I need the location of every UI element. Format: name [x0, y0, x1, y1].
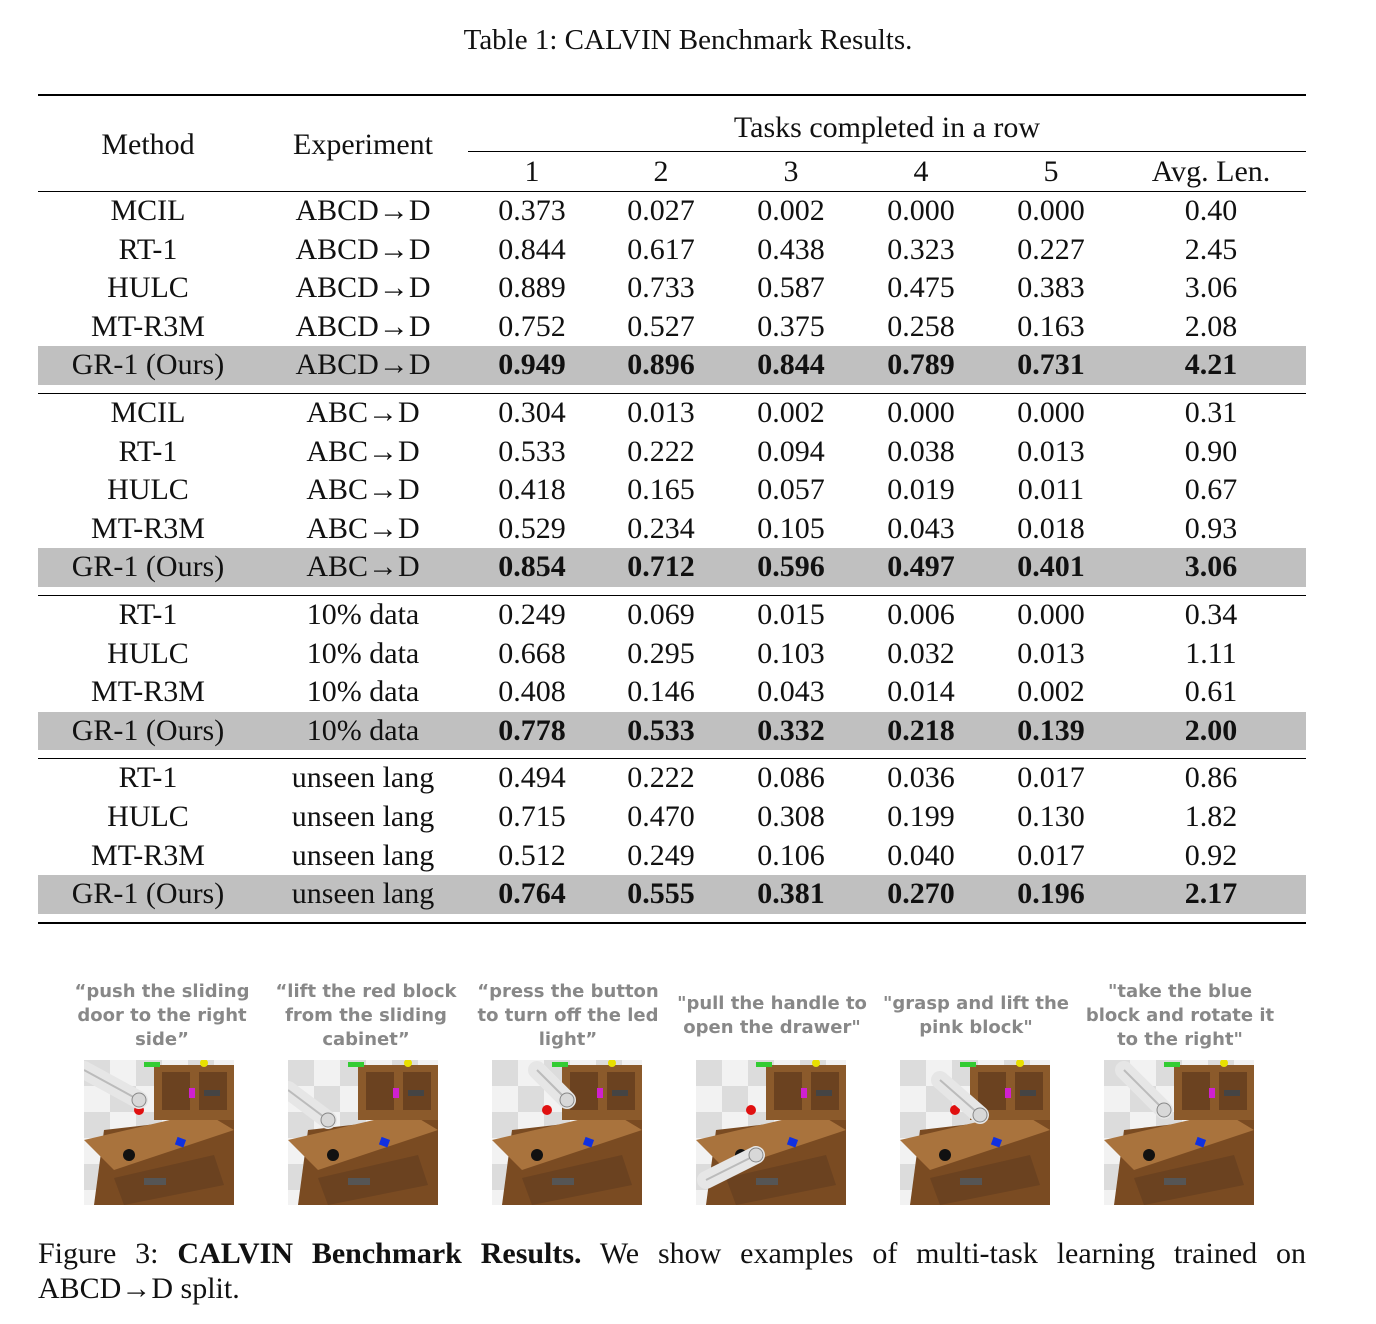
value-cell: 0.019 [887, 473, 955, 507]
header-method: Method [101, 127, 195, 161]
experiment-cell: unseen lang [258, 875, 468, 914]
header-col-5: 5 [1043, 154, 1059, 188]
example-instruction: "take the blue block and rotate it to the right" [1085, 981, 1275, 1050]
value-cell: 0.014 [887, 675, 955, 709]
value-cell: 0.668 [498, 636, 566, 670]
header-experiment: Experiment [293, 127, 433, 161]
figure-examples [0, 978, 1376, 1218]
header-col-1: 1 [524, 154, 540, 188]
value-cell: 0.712 [596, 548, 726, 587]
example-instruction: "grasp and lift the pink block" [883, 993, 1069, 1038]
table-row [38, 635, 1306, 674]
value-cell: 0.000 [887, 194, 955, 227]
value-cell: 0.295 [627, 636, 695, 670]
value-cell: 0.002 [1017, 675, 1085, 709]
value-cell: 0.764 [468, 875, 596, 914]
example-scene-image [1104, 1060, 1254, 1205]
example-lift-red-block [266, 978, 466, 1054]
example-push-sliding-door [62, 978, 262, 1054]
experiment-cell: 10% data [306, 597, 420, 631]
value-cell: 0.139 [986, 712, 1116, 751]
value-cell: 2.00 [1116, 712, 1306, 751]
experiment-cell: ABC→D [306, 473, 420, 507]
method-cell: MT-R3M [91, 838, 205, 872]
value-cell: 0.011 [1017, 473, 1085, 507]
value-cell: 0.027 [627, 194, 695, 227]
value-cell: 1.11 [1185, 636, 1237, 670]
value-cell: 0.854 [468, 548, 596, 587]
header-col-4: 4 [913, 154, 929, 188]
experiment-cell: ABCD→D [295, 309, 431, 343]
table-row [38, 394, 1306, 433]
value-cell: 0.017 [1017, 761, 1085, 795]
method-cell: MT-R3M [91, 675, 205, 709]
method-cell: RT-1 [118, 434, 178, 468]
value-cell: 0.494 [498, 761, 566, 795]
results-table [38, 94, 1306, 924]
example-open-drawer [672, 978, 872, 1054]
value-cell: 0.733 [627, 271, 695, 305]
value-cell: 0.383 [1017, 271, 1085, 305]
example-scene-image [900, 1060, 1050, 1205]
value-cell: 0.896 [596, 346, 726, 385]
value-cell: 0.418 [498, 473, 566, 507]
example-scene-image [696, 1060, 846, 1205]
table-row [38, 712, 1306, 751]
value-cell: 0.165 [627, 473, 695, 507]
scene-image [900, 1060, 1050, 1205]
experiment-cell: unseen lang [291, 761, 435, 795]
value-cell: 0.40 [1184, 194, 1238, 227]
table-row [38, 548, 1306, 587]
value-cell: 0.752 [498, 309, 566, 343]
value-cell: 0.006 [887, 597, 955, 631]
method-cell: RT-1 [118, 597, 178, 631]
method-cell: GR-1 (Ours) [38, 875, 258, 914]
value-cell: 0.234 [627, 511, 695, 545]
value-cell: 0.93 [1184, 511, 1238, 545]
value-cell: 0.304 [498, 395, 566, 429]
figure-caption-body: We show examples of multi-task learning trained on ABCD→D split. [38, 1237, 1307, 1305]
value-cell: 0.438 [757, 232, 825, 266]
value-cell: 2.45 [1184, 232, 1238, 266]
experiment-cell: unseen lang [291, 838, 435, 872]
value-cell: 0.401 [986, 548, 1116, 587]
value-cell: 0.000 [887, 395, 955, 429]
value-cell: 0.000 [1017, 194, 1085, 227]
value-cell: 0.844 [498, 232, 566, 266]
value-cell: 0.533 [596, 712, 726, 751]
scene-image [1104, 1060, 1254, 1205]
value-cell: 0.036 [887, 761, 955, 795]
value-cell: 2.17 [1116, 875, 1306, 914]
header-col-2: 2 [653, 154, 669, 188]
value-cell: 3.06 [1116, 548, 1306, 587]
value-cell: 2.08 [1184, 309, 1238, 343]
experiment-cell: ABC→D [306, 434, 420, 468]
value-cell: 0.057 [757, 473, 825, 507]
table-row [38, 471, 1306, 510]
value-cell: 0.222 [627, 434, 695, 468]
value-cell: 0.715 [498, 799, 566, 833]
value-cell: 0.069 [627, 597, 695, 631]
value-cell: 0.512 [498, 838, 566, 872]
value-cell: 0.529 [498, 511, 566, 545]
value-cell: 0.475 [887, 271, 955, 305]
value-cell: 0.587 [757, 271, 825, 305]
value-cell: 0.778 [468, 712, 596, 751]
table-row [38, 837, 1306, 876]
example-instruction: “lift the red block from the sliding cabinet” [275, 981, 457, 1050]
value-cell: 0.105 [757, 511, 825, 545]
figure-caption-label: Figure 3: [38, 1237, 159, 1270]
value-cell: 0.249 [627, 838, 695, 872]
example-instruction: "pull the handle to open the drawer" [677, 993, 867, 1038]
value-cell: 0.92 [1184, 838, 1238, 872]
value-cell: 0.094 [757, 434, 825, 468]
value-cell: 0.106 [757, 838, 825, 872]
table-row [38, 759, 1306, 798]
value-cell: 3.06 [1184, 271, 1238, 305]
scene-image [288, 1060, 438, 1205]
value-cell: 0.043 [887, 511, 955, 545]
table-row [38, 673, 1306, 712]
method-cell: HULC [107, 636, 189, 670]
value-cell: 0.533 [498, 434, 566, 468]
value-cell: 0.90 [1184, 434, 1238, 468]
method-cell: GR-1 (Ours) [38, 712, 258, 751]
value-cell: 0.308 [757, 799, 825, 833]
experiment-cell: ABC→D [306, 395, 420, 429]
value-cell: 0.889 [498, 271, 566, 305]
experiment-cell: 10% data [306, 636, 420, 670]
value-cell: 0.002 [757, 194, 825, 227]
value-cell: 0.000 [1017, 597, 1085, 631]
value-cell: 0.015 [757, 597, 825, 631]
example-rotate-blue-block [1080, 978, 1280, 1054]
table-row [38, 433, 1306, 472]
method-cell: GR-1 (Ours) [38, 548, 258, 587]
value-cell: 0.270 [856, 875, 986, 914]
value-cell: 0.199 [887, 799, 955, 833]
value-cell: 0.31 [1184, 395, 1238, 429]
example-scene-image [288, 1060, 438, 1205]
value-cell: 0.731 [986, 346, 1116, 385]
scene-image [84, 1060, 234, 1205]
example-scene-image [492, 1060, 642, 1205]
value-cell: 0.373 [498, 194, 566, 227]
method-cell: RT-1 [118, 232, 178, 266]
table-bottom-rule [38, 923, 1306, 924]
method-cell: MCIL [110, 194, 186, 227]
value-cell: 0.043 [757, 675, 825, 709]
value-cell: 0.038 [887, 434, 955, 468]
example-press-button [468, 978, 668, 1054]
value-cell: 0.013 [627, 395, 695, 429]
experiment-cell: unseen lang [291, 799, 435, 833]
example-lift-pink-block [876, 978, 1076, 1054]
value-cell: 0.949 [468, 346, 596, 385]
value-cell: 0.332 [726, 712, 856, 751]
table-row [38, 192, 1306, 231]
table-row [38, 231, 1306, 270]
value-cell: 0.34 [1184, 597, 1238, 631]
table-caption: Table 1: CALVIN Benchmark Results. [463, 24, 913, 56]
table-row [38, 798, 1306, 837]
header-col-3: 3 [783, 154, 799, 188]
value-cell: 0.002 [757, 395, 825, 429]
value-cell: 0.381 [726, 875, 856, 914]
value-cell: 0.67 [1184, 473, 1238, 507]
experiment-cell: 10% data [306, 675, 420, 709]
value-cell: 0.249 [498, 597, 566, 631]
scene-image [696, 1060, 846, 1205]
value-cell: 0.555 [596, 875, 726, 914]
method-cell: HULC [107, 473, 189, 507]
value-cell: 0.130 [1017, 799, 1085, 833]
value-cell: 0.040 [887, 838, 955, 872]
value-cell: 0.103 [757, 636, 825, 670]
experiment-cell: ABCD→D [295, 194, 431, 227]
table-row [38, 596, 1306, 635]
value-cell: 0.032 [887, 636, 955, 670]
value-cell: 0.017 [1017, 838, 1085, 872]
value-cell: 0.222 [627, 761, 695, 795]
example-instruction: “press the button to turn off the led light” [477, 981, 659, 1050]
value-cell: 0.086 [757, 761, 825, 795]
value-cell: 0.844 [726, 346, 856, 385]
experiment-cell: 10% data [258, 712, 468, 751]
value-cell: 0.408 [498, 675, 566, 709]
table-row [38, 510, 1306, 549]
value-cell: 0.61 [1184, 675, 1238, 709]
value-cell: 0.258 [887, 309, 955, 343]
table-row [38, 269, 1306, 308]
example-instruction: “push the sliding door to the right side” [74, 981, 250, 1050]
value-cell: 4.21 [1116, 346, 1306, 385]
experiment-cell: ABCD→D [295, 271, 431, 305]
value-cell: 0.323 [887, 232, 955, 266]
value-cell: 0.789 [856, 346, 986, 385]
table-row [38, 875, 1306, 914]
value-cell: 0.000 [1017, 395, 1085, 429]
value-cell: 0.497 [856, 548, 986, 587]
value-cell: 1.82 [1184, 799, 1238, 833]
method-cell: GR-1 (Ours) [38, 346, 258, 385]
experiment-cell: ABCD→D [258, 346, 468, 385]
value-cell: 0.163 [1017, 309, 1085, 343]
value-cell: 0.527 [627, 309, 695, 343]
value-cell: 0.218 [856, 712, 986, 751]
scene-image [492, 1060, 642, 1205]
figure-caption [38, 1236, 1306, 1306]
table-row [38, 346, 1306, 385]
value-cell: 0.196 [986, 875, 1116, 914]
method-cell: RT-1 [118, 761, 178, 795]
experiment-cell: ABC→D [306, 511, 420, 545]
method-cell: MT-R3M [91, 511, 205, 545]
value-cell: 0.617 [627, 232, 695, 266]
example-scene-image [84, 1060, 234, 1205]
header-tasks-group: Tasks completed in a row [468, 94, 1306, 152]
value-cell: 0.596 [726, 548, 856, 587]
value-cell: 0.013 [1017, 636, 1085, 670]
method-cell: HULC [107, 271, 189, 305]
value-cell: 0.146 [627, 675, 695, 709]
value-cell: 0.018 [1017, 511, 1085, 545]
value-cell: 0.013 [1017, 434, 1085, 468]
experiment-cell: ABCD→D [295, 232, 431, 266]
value-cell: 0.470 [627, 799, 695, 833]
value-cell: 0.86 [1184, 761, 1238, 795]
value-cell: 0.375 [757, 309, 825, 343]
method-cell: MCIL [110, 395, 186, 429]
value-cell: 0.227 [1017, 232, 1085, 266]
header-col-avg-len: Avg. Len. [1151, 154, 1271, 188]
method-cell: HULC [107, 799, 189, 833]
figure-caption-title: CALVIN Benchmark Results. [177, 1237, 582, 1270]
method-cell: MT-R3M [91, 309, 205, 343]
experiment-cell: ABC→D [258, 548, 468, 587]
table-row [38, 308, 1306, 347]
